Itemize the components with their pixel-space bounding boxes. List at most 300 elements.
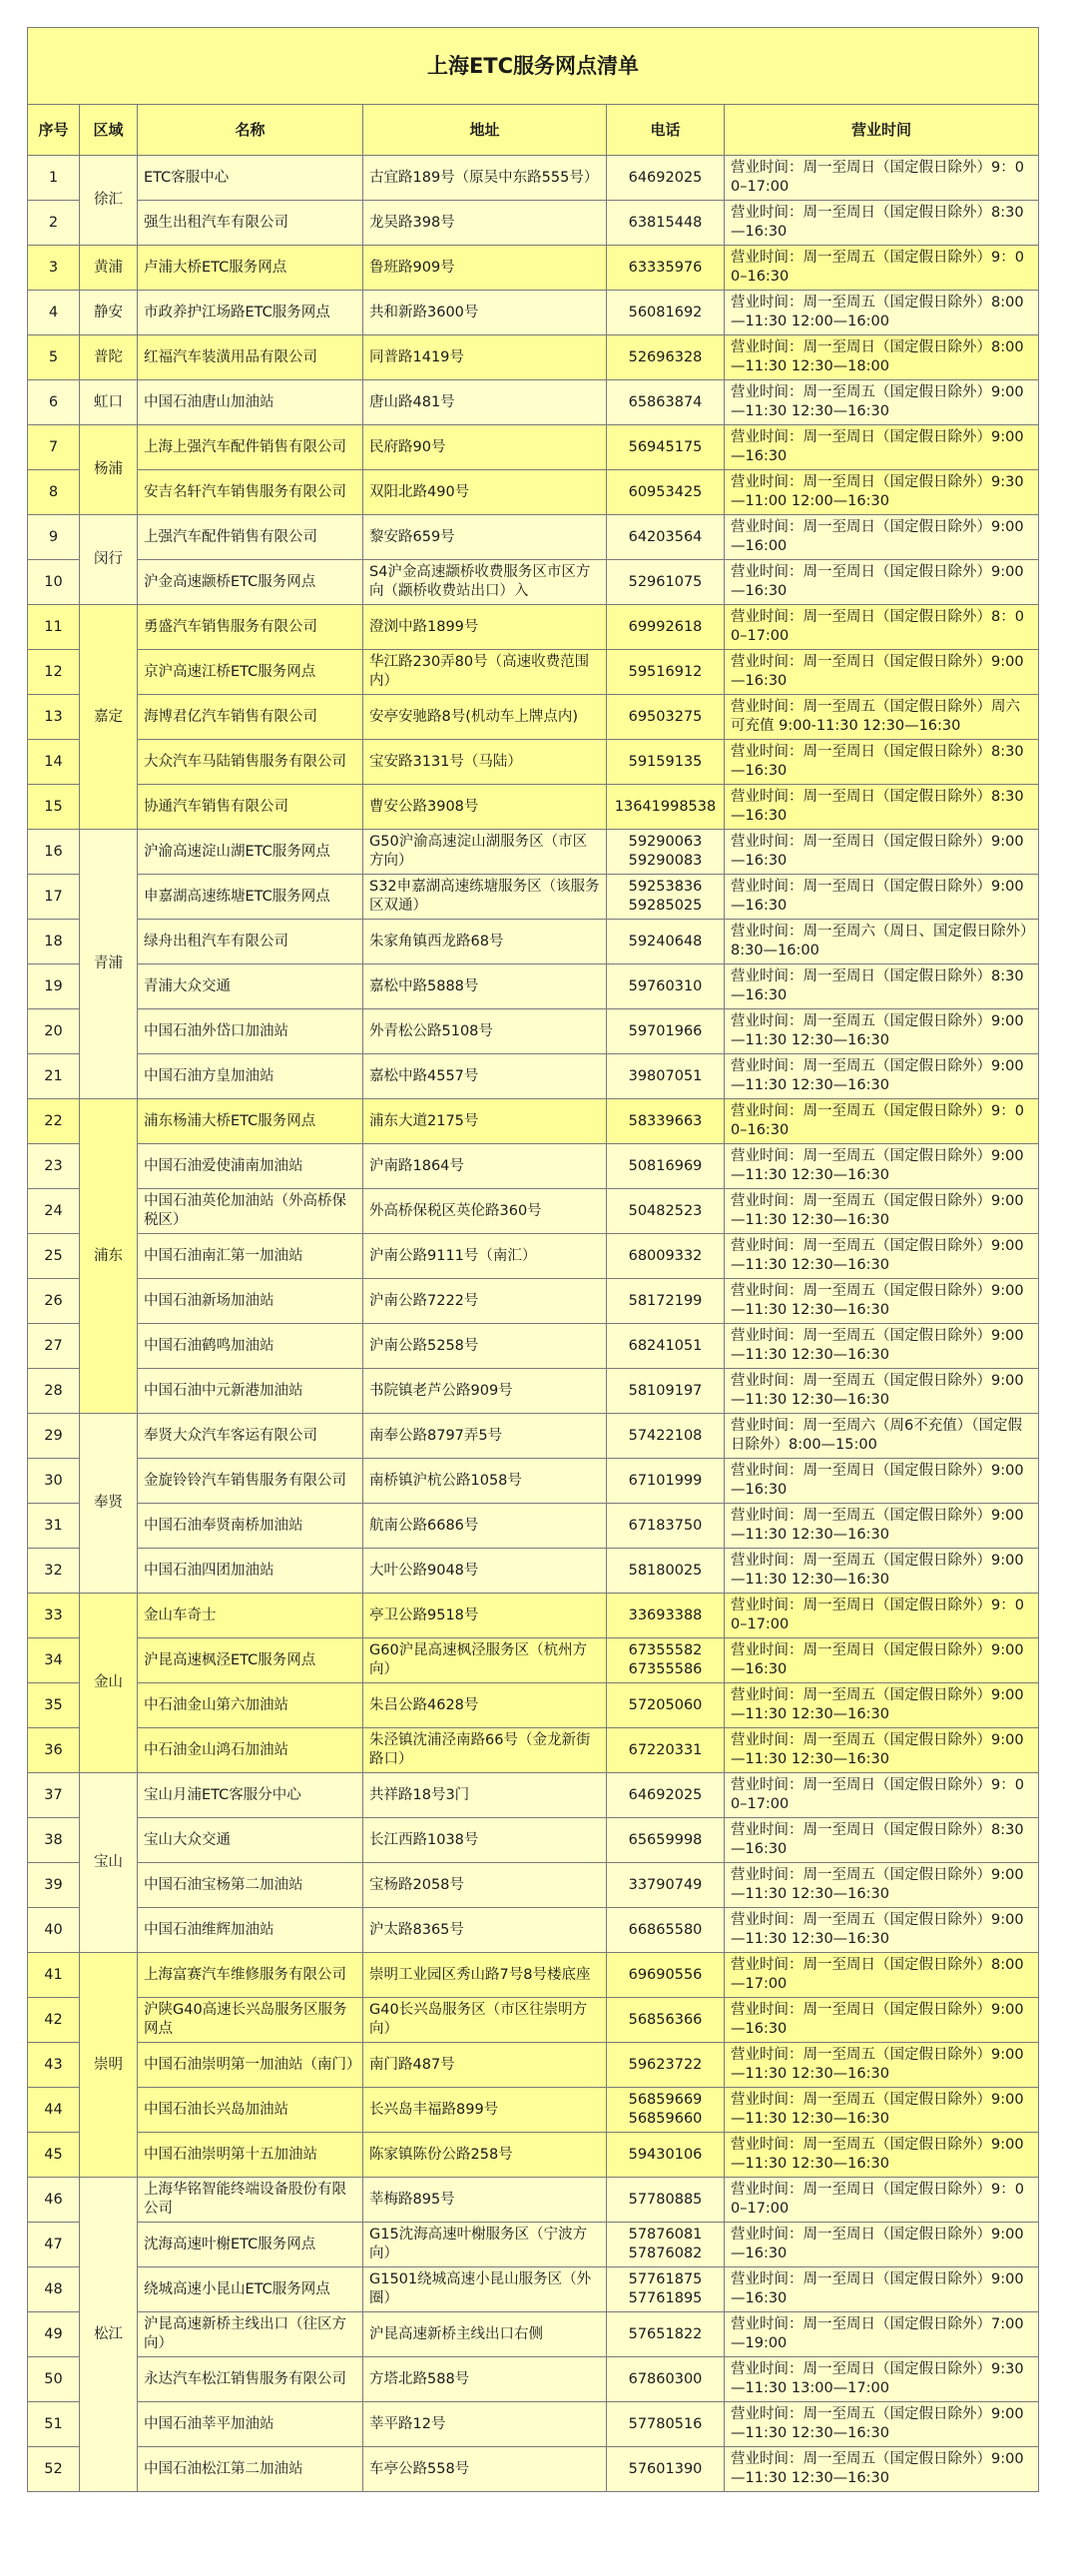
service-point-name: 永达汽车松江销售服务有限公司 [138,2357,363,2402]
table-row [28,1279,1039,1324]
table-row [28,1773,1039,1818]
service-point-address: 双阳北路490号 [363,470,607,515]
phone-number: 59290063 [628,834,703,850]
row-number: 48 [28,2267,80,2312]
district-cell: 松江 [80,2178,138,2492]
service-point-name: 红福汽车装潢用品有限公司 [138,335,363,380]
phone-cell [607,2223,725,2267]
business-hours: 营业时间：周一至周五（国定假日除外）9:00—11:30 12:30—16:30 [725,2447,1039,2492]
service-point-address: 沪南公路7222号 [363,1279,607,1324]
service-point-name: 沈海高速叶榭ETC服务网点 [138,2223,363,2267]
phone-number: 64203564 [628,528,703,545]
header-hours: 营业时间 [725,105,1039,156]
table-row [28,1189,1039,1234]
row-number: 42 [28,1998,80,2043]
header-district: 区域 [80,105,138,156]
phone-number: 64692025 [628,169,703,186]
row-number: 20 [28,1009,80,1054]
phone-number: 58339663 [628,1112,703,1129]
row-number: 13 [28,695,80,740]
phone-number: 33693388 [628,1607,703,1623]
row-number: 49 [28,2312,80,2357]
district-cell: 闵行 [80,515,138,605]
row-number: 34 [28,1638,80,1683]
phone-number: 57876082 [628,2246,703,2261]
service-point-address: 南桥镇沪杭公路1058号 [363,1459,607,1504]
row-number: 28 [28,1369,80,1414]
phone-cell [607,246,725,291]
table-row [28,1504,1039,1549]
phone-cell [607,1953,725,1998]
service-point-name: 海博君亿汽车销售有限公司 [138,695,363,740]
service-point-name: 市政养护江场路ETC服务网点 [138,291,363,335]
service-point-name: 中国石油奉贤南桥加油站 [138,1504,363,1549]
phone-cell [607,1234,725,1279]
business-hours: 营业时间：周一至周日（国定假日除外）8:30—16:30 [725,785,1039,830]
service-point-address: 沪太路8365号 [363,1908,607,1953]
business-hours: 营业时间：周一至周六（周日、国定假日除外）8:30—16:00 [725,920,1039,965]
row-number: 33 [28,1594,80,1638]
service-point-address: 民府路90号 [363,425,607,470]
phone-cell [607,201,725,246]
phone-cell [607,2178,725,2223]
row-number: 18 [28,920,80,965]
business-hours: 营业时间：周一至周五（国定假日除外）9:00—11:30 12:30—16:30 [725,1863,1039,1908]
service-point-name: 沪昆高速枫泾ETC服务网点 [138,1638,363,1683]
row-number: 3 [28,246,80,291]
phone-number: 56856366 [628,2011,703,2028]
table-row [28,1728,1039,1773]
service-point-name: 上海富赛汽车维修服务有限公司 [138,1953,363,1998]
business-hours: 营业时间：周一至周五（国定假日除外）9:00—11:30 12:30—16:30 [725,1279,1039,1324]
service-point-address: 亭卫公路9518号 [363,1594,607,1638]
business-hours: 营业时间：周一至周五（国定假日除外）9:00—11:30 12:30—16:30 [725,1054,1039,1099]
phone-cell [607,1728,725,1773]
district-cell: 奉贤 [80,1414,138,1594]
service-point-address: S4沪金高速颛桥收费服务区市区方向（颛桥收费站出口）入 [363,560,607,605]
phone-number: 52961075 [628,573,703,590]
table-row [28,875,1039,920]
row-number: 47 [28,2223,80,2267]
service-point-name: 协通汽车销售有限公司 [138,785,363,830]
table-row [28,1324,1039,1369]
row-number: 38 [28,1818,80,1863]
table-row [28,2312,1039,2357]
row-number: 39 [28,1863,80,1908]
business-hours: 营业时间：周一至周日（国定假日除外）9:00—16:30 [725,1459,1039,1504]
business-hours: 营业时间：周一至周日（国定假日除外）9:00—16:30 [725,875,1039,920]
service-point-name: 宝山月浦ETC客服分中心 [138,1773,363,1818]
row-number: 44 [28,2088,80,2133]
service-point-name: 金山车奇士 [138,1594,363,1638]
service-point-name: 绕城高速小昆山ETC服务网点 [138,2267,363,2312]
phone-number: 68241051 [628,1337,703,1354]
phone-number: 58109197 [628,1382,703,1399]
table-row [28,425,1039,470]
phone-number: 60953425 [628,483,703,500]
phone-cell [607,1189,725,1234]
phone-number: 57601390 [628,2460,703,2477]
service-point-name: 安吉名轩汽车销售服务有限公司 [138,470,363,515]
business-hours: 营业时间：周一至周五（国定假日除外）9:00—11:30 12:30—16:30 [725,1549,1039,1594]
table-row [28,380,1039,425]
table-row [28,920,1039,965]
phone-cell [607,2357,725,2402]
row-number: 15 [28,785,80,830]
service-point-address: G40长兴岛服务区（市区往崇明方向） [363,1998,607,2043]
phone-number: 33790749 [628,1876,703,1893]
business-hours: 营业时间：周一至周五（国定假日除外）9:00—11:30 12:30—16:30 [725,1189,1039,1234]
row-number: 29 [28,1414,80,1459]
service-point-address: 嘉松中路4557号 [363,1054,607,1099]
business-hours: 营业时间：周一至周五（国定假日除外）9:00—11:30 12:30—16:30 [725,2043,1039,2088]
row-number: 22 [28,1099,80,1144]
phone-cell [607,335,725,380]
service-point-address: 华江路230弄80号（高速收费范围内） [363,650,607,695]
table-row [28,1414,1039,1459]
service-point-address: 莘平路12号 [363,2402,607,2447]
service-point-name: 京沪高速江桥ETC服务网点 [138,650,363,695]
service-point-name: 中国石油南汇第一加油站 [138,1234,363,1279]
row-number: 2 [28,201,80,246]
service-point-address: 嘉松中路5888号 [363,965,607,1009]
phone-cell [607,1773,725,1818]
table-row [28,1594,1039,1638]
service-point-address: S32申嘉湖高速练塘服务区（该服务区双通） [363,875,607,920]
phone-cell [607,920,725,965]
header-phone: 电话 [607,105,725,156]
business-hours: 营业时间：周一至周五（国定假日除外）9:00—11:30 12:30—16:30 [725,1144,1039,1189]
phone-number: 66865580 [628,1921,703,1938]
service-point-address: 浦东大道2175号 [363,1099,607,1144]
phone-cell [607,1324,725,1369]
service-point-address: 沪昆高速新桥主线出口右侧 [363,2312,607,2357]
row-number: 40 [28,1908,80,1953]
table-row [28,335,1039,380]
phone-number: 64692025 [628,1786,703,1803]
table-row [28,2088,1039,2133]
phone-number: 59516912 [628,663,703,680]
service-point-address: 古宜路189号（原吴中东路555号） [363,156,607,201]
phone-number: 68009332 [628,1247,703,1264]
phone-number: 67355586 [628,1661,703,1677]
service-point-name: 中国石油方皇加油站 [138,1054,363,1099]
phone-number: 59159135 [628,753,703,770]
service-point-address: 朱家角镇西龙路68号 [363,920,607,965]
row-number: 27 [28,1324,80,1369]
table-row [28,1818,1039,1863]
business-hours: 营业时间：周一至周日（国定假日除外）7:00—19:00 [725,2312,1039,2357]
district-cell: 嘉定 [80,605,138,830]
district-cell: 徐汇 [80,156,138,246]
phone-number: 67183750 [628,1517,703,1534]
phone-number: 59701966 [628,1022,703,1039]
phone-cell [607,1863,725,1908]
table-row [28,830,1039,875]
phone-number: 59430106 [628,2146,703,2163]
table-row [28,1998,1039,2043]
business-hours: 营业时间：周一至周日（国定假日除外）9:30—11:00 12:00—16:30 [725,470,1039,515]
business-hours: 营业时间：周一至周日（国定假日除外）9:00—16:30 [725,425,1039,470]
service-point-name: 中国石油松江第二加油站 [138,2447,363,2492]
phone-cell [607,2043,725,2088]
table-row [28,1054,1039,1099]
row-number: 52 [28,2447,80,2492]
phone-cell [607,2267,725,2312]
row-number: 25 [28,1234,80,1279]
row-number: 24 [28,1189,80,1234]
service-point-address: 航南公路6686号 [363,1504,607,1549]
phone-number: 67220331 [628,1741,703,1758]
business-hours: 营业时间：周一至周五（国定假日除外）9:00—11:30 12:30—16:30 [725,2133,1039,2178]
table-row [28,1144,1039,1189]
table-row [28,291,1039,335]
phone-cell [607,1009,725,1054]
business-hours: 营业时间：周一至周日（国定假日除外）9:00—16:30 [725,560,1039,605]
table-row [28,2267,1039,2312]
service-point-address: 书院镇老芦公路909号 [363,1369,607,1414]
business-hours: 营业时间：周一至周五（国定假日除外）9:00—11:30 12:30—16:30 [725,1234,1039,1279]
business-hours: 营业时间：周一至周日（国定假日除外）9:00—16:30 [725,650,1039,695]
phone-cell [607,1998,725,2043]
business-hours: 营业时间：周一至周日（国定假日除外）8:00—11:30 12:30—18:00 [725,335,1039,380]
row-number: 5 [28,335,80,380]
service-point-address: 方塔北路588号 [363,2357,607,2402]
phone-number: 67860300 [628,2370,703,2387]
service-point-name: 中国石油唐山加油站 [138,380,363,425]
phone-cell [607,515,725,560]
service-point-name: 大众汽车马陆销售服务有限公司 [138,740,363,785]
row-number: 17 [28,875,80,920]
service-point-address: G1501绕城高速小昆山服务区（外圈） [363,2267,607,2312]
header-row [28,105,1039,156]
row-number: 50 [28,2357,80,2402]
business-hours: 营业时间：周一至周五（国定假日除外）9:00—11:30 12:30—16:30 [725,1324,1039,1369]
table-row [28,2402,1039,2447]
phone-cell [607,1549,725,1594]
phone-cell [607,2088,725,2133]
row-number: 4 [28,291,80,335]
service-point-name: 青浦大众交通 [138,965,363,1009]
service-point-address: 外青松公路5108号 [363,1009,607,1054]
row-number: 41 [28,1953,80,1998]
phone-cell [607,2133,725,2178]
table-row [28,1369,1039,1414]
phone-number: 50482523 [628,1202,703,1219]
service-point-name: 中国石油长兴岛加油站 [138,2088,363,2133]
phone-number: 56081692 [628,304,703,321]
table-row [28,1549,1039,1594]
service-point-address: 南门路487号 [363,2043,607,2088]
service-point-address: 龙吴路398号 [363,201,607,246]
row-number: 51 [28,2402,80,2447]
business-hours: 营业时间：周一至周五（国定假日除外）9:00—11:30 12:30—16:30 [725,1728,1039,1773]
phone-cell [607,291,725,335]
service-point-name: 中国石油新场加油站 [138,1279,363,1324]
service-point-name: 中石油金山第六加油站 [138,1683,363,1728]
district-cell: 黄浦 [80,246,138,291]
row-number: 21 [28,1054,80,1099]
service-point-address: 南奉公路8797弄5号 [363,1414,607,1459]
service-point-name: 中国石油外岱口加油站 [138,1009,363,1054]
business-hours: 营业时间：周一至周日（国定假日除外）9:00—16:30 [725,1998,1039,2043]
service-point-address: 崇明工业园区秀山路7号8号楼底座 [363,1953,607,1998]
phone-cell [607,1459,725,1504]
service-point-address: 鲁班路909号 [363,246,607,291]
phone-number: 69992618 [628,618,703,635]
phone-cell [607,1414,725,1459]
business-hours: 营业时间：周一至周日（国定假日除外）9：00–17:00 [725,156,1039,201]
district-cell: 静安 [80,291,138,335]
phone-number: 59253836 [628,879,703,895]
row-number: 32 [28,1549,80,1594]
row-number: 1 [28,156,80,201]
service-point-name: 金旋铃铃汽车销售服务有限公司 [138,1459,363,1504]
header-address: 地址 [363,105,607,156]
service-point-address: 车亭公路558号 [363,2447,607,2492]
header-no: 序号 [28,105,80,156]
row-number: 8 [28,470,80,515]
phone-cell [607,965,725,1009]
service-point-address: 沪南路1864号 [363,1144,607,1189]
row-number: 16 [28,830,80,875]
row-number: 31 [28,1504,80,1549]
service-point-name: 中国石油莘平加油站 [138,2402,363,2447]
business-hours: 营业时间：周一至周日（国定假日除外）9:00—16:30 [725,2223,1039,2267]
table-row [28,2043,1039,2088]
service-point-address: 宝安路3131号（马陆） [363,740,607,785]
phone-cell [607,1099,725,1144]
phone-cell [607,830,725,875]
service-point-address: 大叶公路9048号 [363,1549,607,1594]
service-point-name: 中国石油英伦加油站（外高桥保税区） [138,1189,363,1234]
business-hours: 营业时间：周一至周五（国定假日除外）9：00–16:30 [725,1099,1039,1144]
table-row [28,560,1039,605]
business-hours: 营业时间：周一至周五（国定假日除外）9:00—11:30 12:30—16:30 [725,2088,1039,2133]
table-row [28,1234,1039,1279]
service-point-name: 沪渝高速淀山湖ETC服务网点 [138,830,363,875]
district-cell: 普陀 [80,335,138,380]
phone-number: 57876081 [628,2227,703,2243]
service-point-name: 浦东杨浦大桥ETC服务网点 [138,1099,363,1144]
row-number: 43 [28,2043,80,2088]
phone-number: 63815448 [628,214,703,231]
table-row [28,695,1039,740]
service-point-address: G50沪渝高速淀山湖服务区（市区方向） [363,830,607,875]
service-point-address: 黎安路659号 [363,515,607,560]
phone-cell [607,1683,725,1728]
phone-number: 65659998 [628,1831,703,1848]
service-point-address: 共和新路3600号 [363,291,607,335]
service-point-sheet [27,27,1038,2492]
table-row [28,201,1039,246]
business-hours: 营业时间：周一至周五（国定假日除外）周六可充值 9:00-11:30 12:30—16:30 [725,695,1039,740]
phone-number: 69690556 [628,1966,703,1983]
phone-number: 57780885 [628,2191,703,2208]
business-hours: 营业时间：周一至周五（国定假日除外）9:00—11:30 12:30—16:30 [725,380,1039,425]
phone-cell [607,470,725,515]
phone-number: 67355582 [628,1642,703,1658]
row-number: 14 [28,740,80,785]
business-hours: 营业时间：周一至周日（国定假日除外）9：00–17:00 [725,1594,1039,1638]
table-row [28,1099,1039,1144]
phone-cell [607,1054,725,1099]
phone-number: 57761875 [628,2271,703,2287]
phone-number: 57205060 [628,1696,703,1713]
row-number: 46 [28,2178,80,2223]
service-point-name: 卢浦大桥ETC服务网点 [138,246,363,291]
business-hours: 营业时间：周一至周五（国定假日除外）9:00—11:30 12:30—16:30 [725,1683,1039,1728]
service-point-name: 中国石油宝杨第二加油站 [138,1863,363,1908]
table-row [28,2357,1039,2402]
sheet-title: 上海ETC服务网点清单 [28,28,1039,105]
phone-cell [607,1638,725,1683]
phone-number: 59760310 [628,977,703,994]
table-row [28,785,1039,830]
table-row [28,1908,1039,1953]
business-hours: 营业时间：周一至周六（周6不充值）（国定假日除外）8:00—15:00 [725,1414,1039,1459]
business-hours: 营业时间：周一至周日（国定假日除外）9：00–17:00 [725,2178,1039,2223]
service-point-name: 中国石油爱使浦南加油站 [138,1144,363,1189]
business-hours: 营业时间：周一至周日（国定假日除外）9:00—16:30 [725,830,1039,875]
table-row [28,650,1039,695]
phone-number: 56859669 [628,2092,703,2108]
service-point-address: 朱泾镇沈浦泾南路66号（金龙新街路口） [363,1728,607,1773]
business-hours: 营业时间：周一至周五（国定假日除外）9:00—11:30 12:30—16:30 [725,1369,1039,1414]
phone-cell [607,875,725,920]
business-hours: 营业时间：周一至周日（国定假日除外）9:00—16:00 [725,515,1039,560]
table-row [28,2447,1039,2492]
phone-cell [607,1908,725,1953]
service-point-name: 上海华铭智能终端设备股份有限公司 [138,2178,363,2223]
table-row [28,2223,1039,2267]
phone-cell [607,1504,725,1549]
phone-number: 39807051 [628,1067,703,1084]
phone-cell [607,740,725,785]
service-point-address: 唐山路481号 [363,380,607,425]
row-number: 37 [28,1773,80,1818]
business-hours: 营业时间：周一至周五（国定假日除外）8:00—11:30 12:00—16:00 [725,291,1039,335]
service-point-address: 沪南公路9111号（南汇） [363,1234,607,1279]
row-number: 6 [28,380,80,425]
district-cell: 崇明 [80,1953,138,2178]
service-point-name: 勇盛汽车销售服务有限公司 [138,605,363,650]
table-row [28,1953,1039,1998]
business-hours: 营业时间：周一至周五（国定假日除外）9:00—11:30 12:30—16:30 [725,1009,1039,1054]
phone-number: 59285025 [628,898,703,914]
service-point-name: 沪昆高速新桥主线出口（往区方向） [138,2312,363,2357]
phone-number: 56859660 [628,2111,703,2127]
phone-cell [607,1369,725,1414]
service-point-name: 中国石油中元新港加油站 [138,1369,363,1414]
phone-number: 52696328 [628,348,703,365]
row-number: 19 [28,965,80,1009]
phone-cell [607,2312,725,2357]
table-row [28,2133,1039,2178]
service-point-name: 中国石油四团加油站 [138,1549,363,1594]
business-hours: 营业时间：周一至周五（国定假日除外）9：00–16:30 [725,246,1039,291]
business-hours: 营业时间：周一至周日（国定假日除外）8：00–17:00 [725,605,1039,650]
phone-cell [607,380,725,425]
service-point-name: 强生出租汽车有限公司 [138,201,363,246]
service-point-name: 宝山大众交通 [138,1818,363,1863]
service-point-name: 上强汽车配件销售有限公司 [138,515,363,560]
service-point-address: 安亭安驰路8号(机动车上牌点内) [363,695,607,740]
service-point-address: 长兴岛丰福路899号 [363,2088,607,2133]
service-point-name: 奉贤大众汽车客运有限公司 [138,1414,363,1459]
phone-number: 69503275 [628,708,703,725]
phone-cell [607,425,725,470]
